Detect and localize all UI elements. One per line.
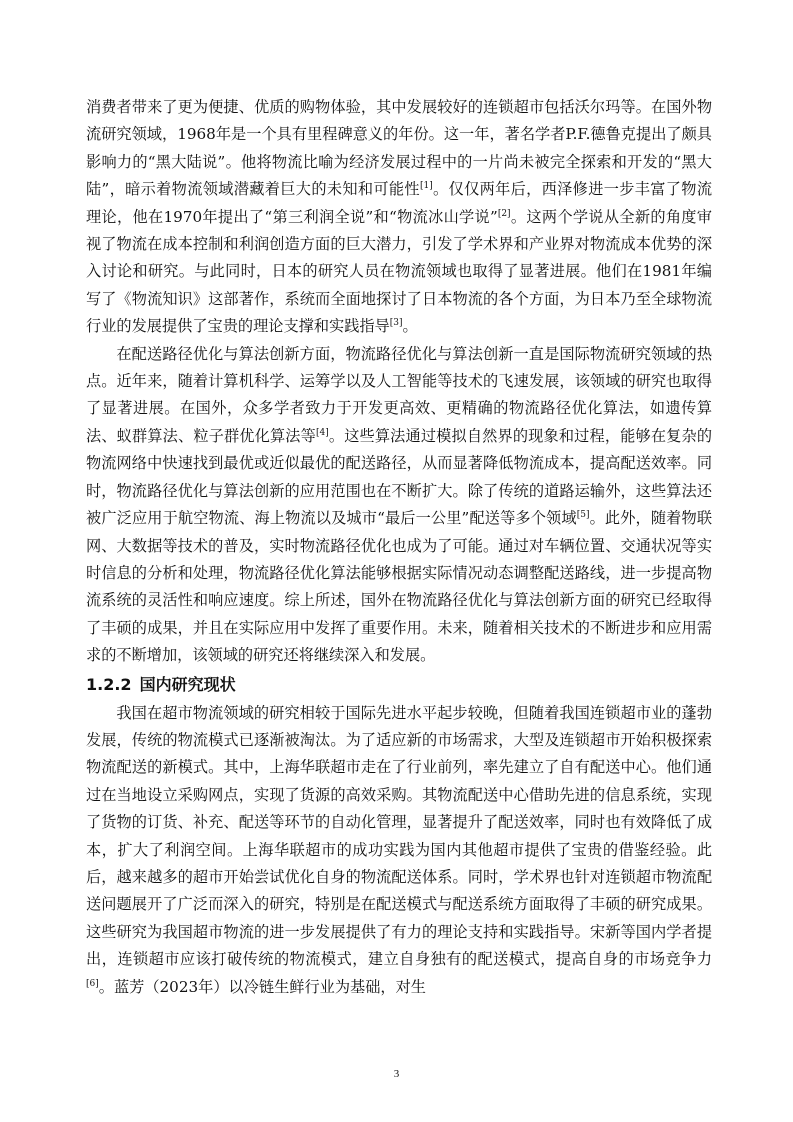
paragraph-group-domestic-research xyxy=(86,700,712,1001)
paragraph-text: 在配送路径优化与算法创新方面，物流路径优化与算法创新一直是国际物流研究领域的热点。近年来，随着计算机科学、运筹学以及人工智能等技术的飞速发展，该领域的研究也取得了显著进展。在国外，众多学者致力于开发更高效、更精确的物流路径优化算法，如遗传算法、蚁群算法、粒子群优化算法等 xyxy=(86,344,712,445)
page-number: 3 xyxy=(393,1068,400,1080)
paragraph-text: 消费者带来了更为便捷、优质的购物体验，其中发展较好的连锁超市包括沃尔玛等。在国外物流研究领域，1968年是一个具有里程碑意义的年份。这一年，著名学者P.F.德鲁克提出了颇具影响力的“黑大陆说”。他将物流比喻为经济发展过程中的一片尚未被完全探索和开发的“黑大陆”，暗示着物流领域潜藏着巨大的未知和可能性 xyxy=(86,98,712,199)
paragraph-text: 。 xyxy=(402,317,418,336)
paragraph xyxy=(86,94,712,341)
paragraph-text: 。仅仅两年后，西泽修进一步丰富了物流理论，他在1970年提出了“第三利润全说”和“物流冰山学说” xyxy=(86,180,713,226)
paragraph-text: 。这些算法通过模拟自然界的现象和过程，能够在复杂的物流网络中快速找到最优或近似最优的配送路径，从而显著降低物流成本，提高配送效率。同时，物流路径优化与算法创新的应用范围也在不断扩大。除了传统的道路运输外，这些算法还被广泛应用于航空物流、海上物流以及城市“最后一公里”配送等多个领域 xyxy=(86,426,713,528)
paragraph-group-foreign-research xyxy=(86,94,712,670)
section-number: 1.2.2 xyxy=(86,674,132,694)
citation-marker: [4] xyxy=(315,427,329,438)
paragraph-text: 。此外，随着物联网、大数据等技术的普及，实时物流路径优化也成为了可能。通过对车辆位置、交通状况等实时信息的分析和处理，物流路径优化算法能够根据实际情况动态调整配送路线，进一步提高物流系统的灵活性和响应速度。综上所述，国外在物流路径优化与算法创新方面的研究已经取得了丰硕的成果，并且在实际应用中发挥了重要作用。未来，随着相关技术的不断进步和应用需求的不断增加，该领域的研究还将继续深入和发展。 xyxy=(86,509,713,665)
citation-marker: [2] xyxy=(497,208,511,219)
citation-marker: [5] xyxy=(576,510,590,521)
citation-marker: [6] xyxy=(86,978,99,989)
citation-marker: [3] xyxy=(389,318,403,329)
paragraph xyxy=(86,700,712,1001)
citation-marker: [1] xyxy=(419,181,433,192)
section-heading xyxy=(86,670,712,700)
document-body xyxy=(86,94,712,1001)
paragraph xyxy=(86,341,712,670)
paragraph-text: 。蓝芳（2023年）以冷链生鲜行业为基础，对生 xyxy=(98,977,426,996)
paragraph-text: 我国在超市物流领域的研究相较于国际先进水平起步较晚，但随着我国连锁超市业的蓬勃发展，传统的物流模式已逐渐被淘汰。为了适应新的市场需求，大型及连锁超市开始积极探索物流配送的新模式。其中，上海华联超市走在了行业前列，率先建立了自有配送中心。他们通过在当地设立采购网点，实现了货源的高效采购。其物流配送中心借助先进的信息系统，实现了货物的订货、补充、配送等环节的自动化管理，显著提升了配送效率，同时也有效降低了成本，扩大了利润空间。上海华联超市的成功实践为国内其他超市提供了宝贵的借鉴经验。此后，越来越多的超市开始尝试优化自身的物流配送体系。同时，学术界也针对连锁超市物流配送问题展开了广泛而深入的研究，特别是在配送模式与配送系统方面取得了丰硕的研究成果。这些研究为我国超市物流的进一步发展提供了有力的理论支持和实践指导。宋新等国内学者提出，连锁超市应该打破传统的物流模式，建立自身独有的配送模式，提高自身的市场竞争力 xyxy=(86,703,712,969)
paragraph-text: 。这两个学说从全新的角度审视了物流在成本控制和利润创造方面的巨大潜力，引发了学术界和产业界对物流成本优势的深入讨论和研究。与此同时，日本的研究人员在物流领域也取得了显著进展。他们在1981年编写了《物流知识》这部著作，系统而全面地探讨了日本物流的各个方面，为日本乃至全球物流行业的发展提供了宝贵的理论支撑和实践指导 xyxy=(86,207,712,336)
section-title: 国内研究现状 xyxy=(139,674,236,694)
